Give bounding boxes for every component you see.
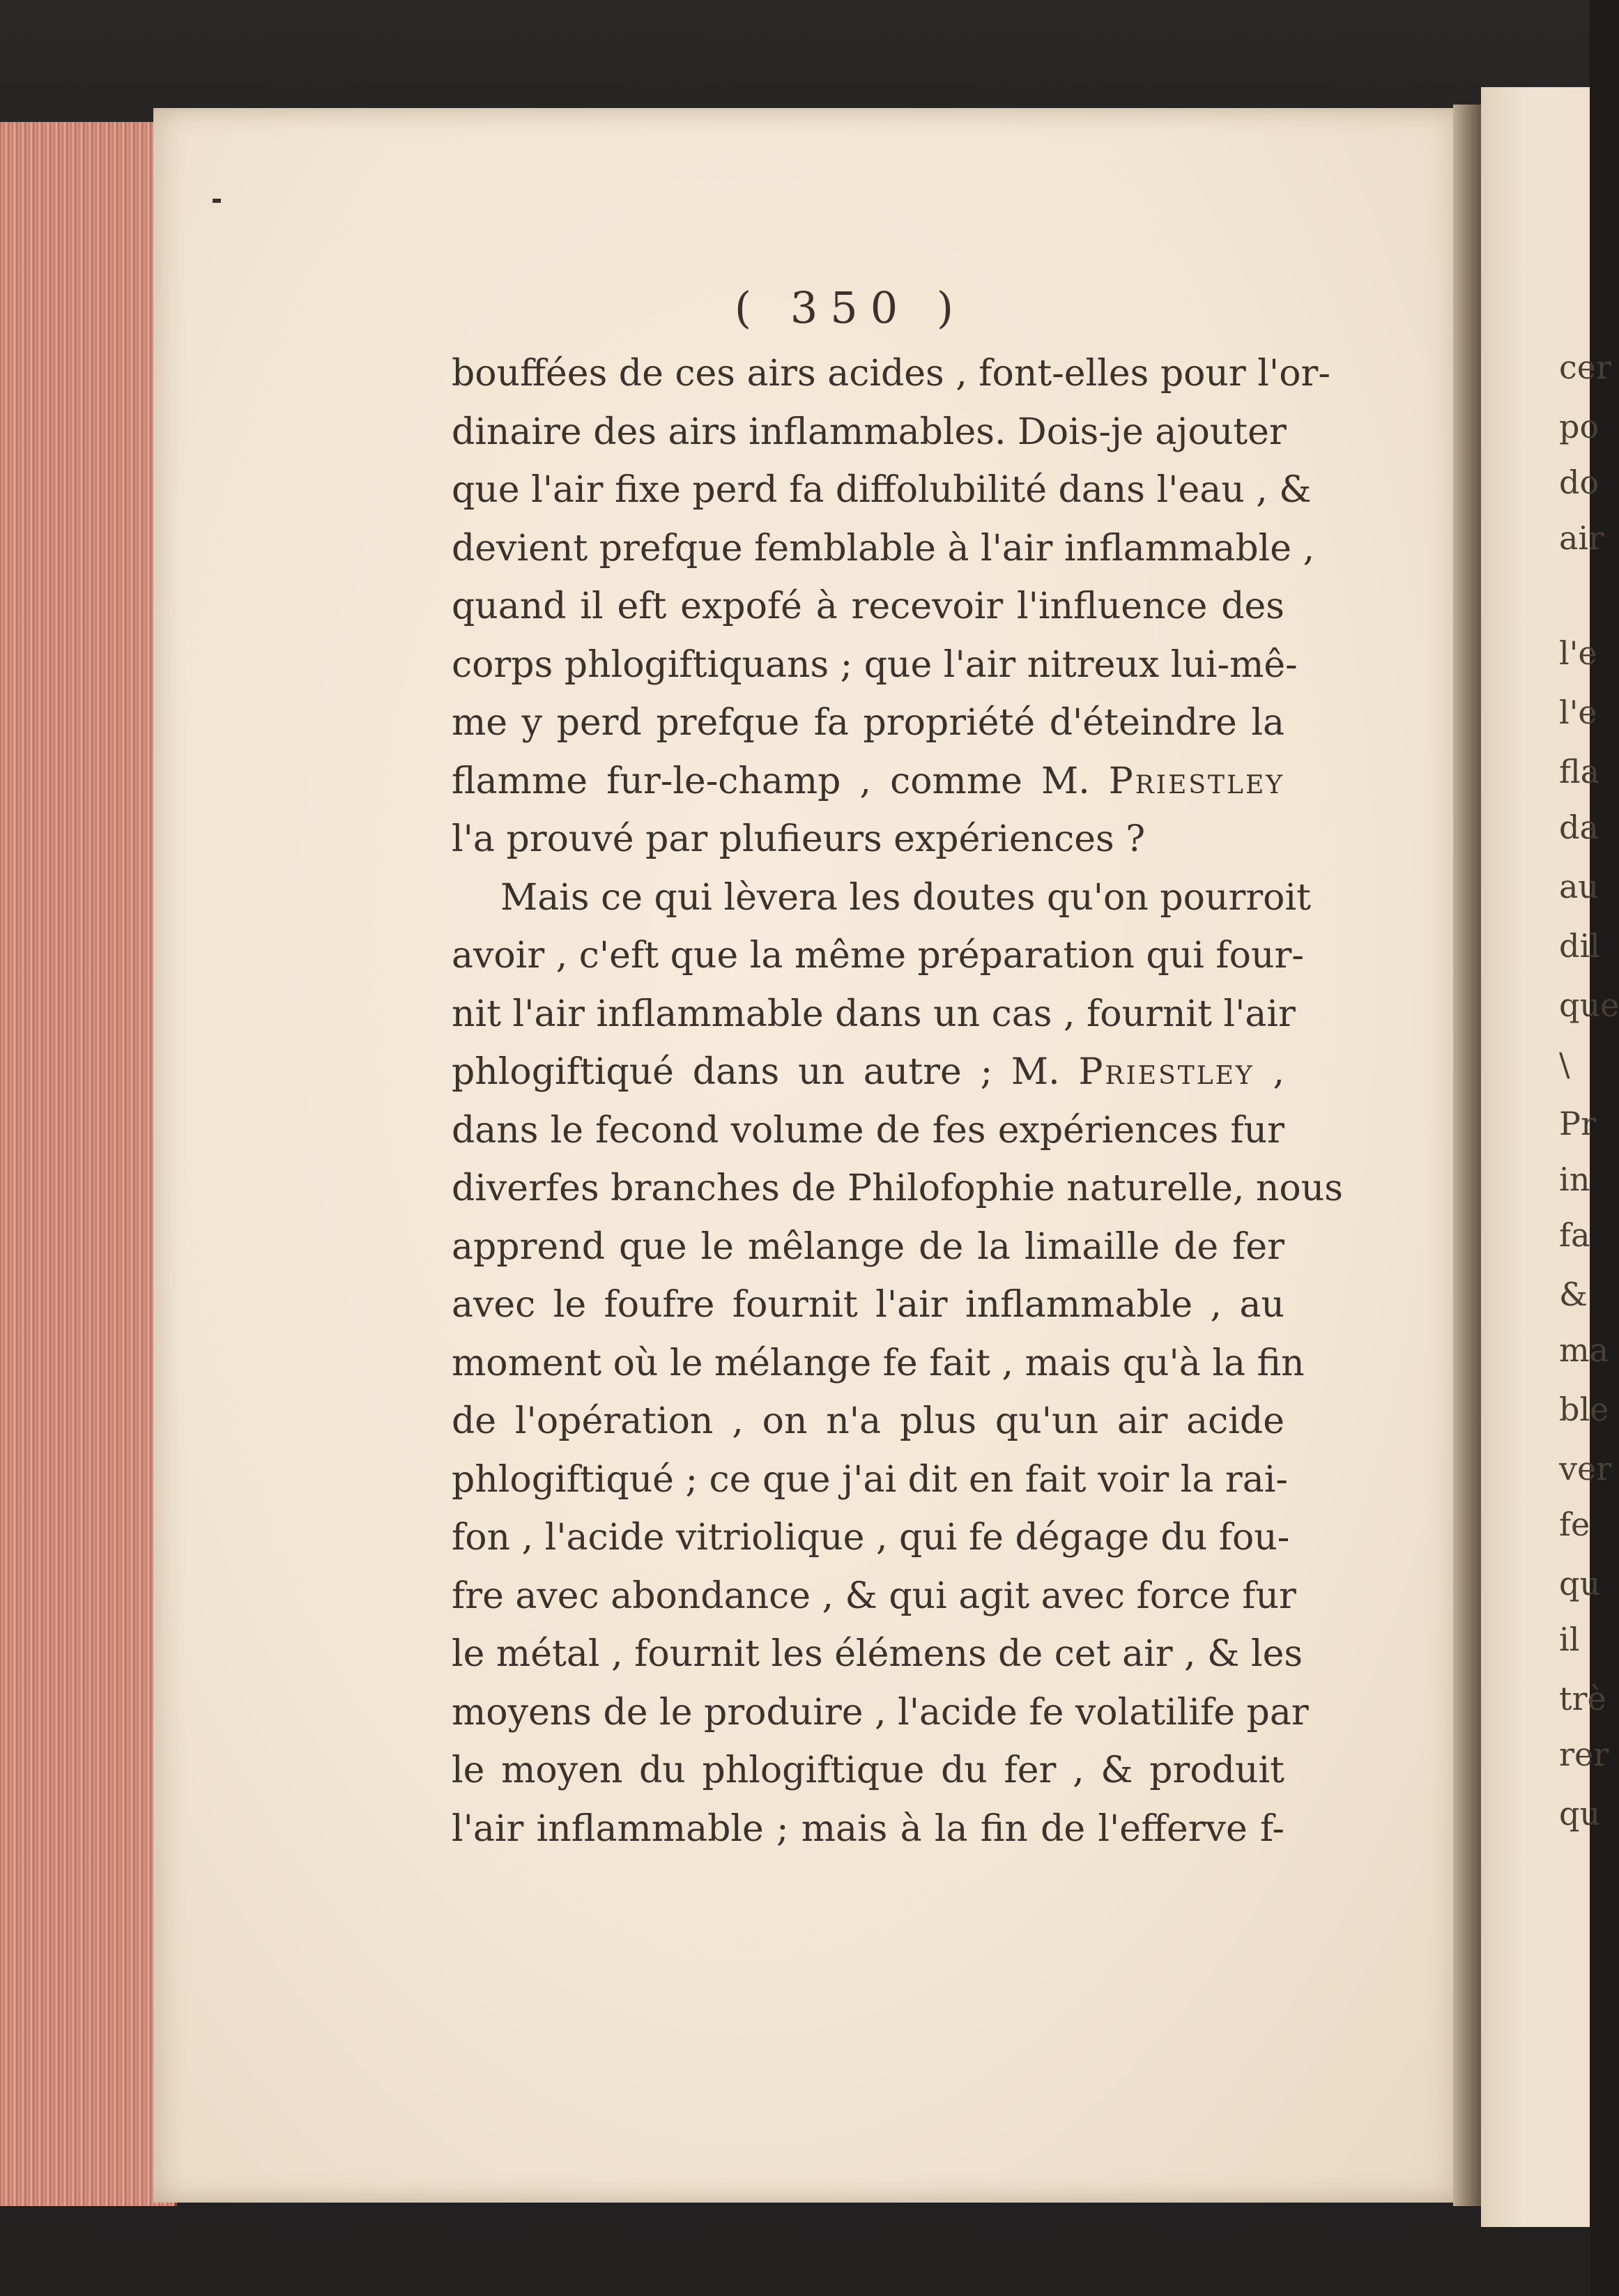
- text-line: [452, 1568, 1296, 1626]
- line-text: apprend que le mêlange de la limaille de fer: [452, 1225, 1284, 1268]
- text-line: [452, 869, 1312, 928]
- line-text: nit l'air inflammable dans un cas , fournit l'air: [452, 993, 1296, 1035]
- line-text: l'air inflammable ; mais à la fin de l'efferve f-: [452, 1807, 1284, 1850]
- text-line: [452, 986, 1296, 1044]
- line-text: dinaire des airs inflammables. Dois-je ajouter: [452, 411, 1287, 453]
- text-line: [452, 520, 1315, 579]
- ink-mark: [213, 199, 221, 203]
- text-line: [452, 1684, 1309, 1743]
- line-text: Mais ce qui lèvera les doutes qu'on pourroit: [500, 876, 1312, 919]
- line-text: flamme fur-le-champ , comme M.: [452, 760, 1109, 802]
- facing-page-fragment: l'e: [1559, 694, 1597, 731]
- line-text: bouffées de ces airs acides , font-elles pour l'or-: [452, 353, 1330, 395]
- text-line: [452, 1800, 1284, 1859]
- text-line: [452, 811, 1284, 869]
- facing-page-fragment: au: [1559, 868, 1599, 905]
- page-number: ( 350 ): [734, 282, 967, 333]
- text-line: [452, 694, 1284, 753]
- line-text: moyens de le produire , l'acide fe volatilife par: [452, 1691, 1309, 1734]
- facing-page-fragment: qu: [1559, 1565, 1601, 1602]
- text-line: [452, 1625, 1303, 1684]
- text-line: [452, 578, 1284, 636]
- facing-page-fragment: rer: [1559, 1736, 1609, 1773]
- facing-page-fragment: que: [1559, 986, 1619, 1024]
- facing-page-fragment: da: [1559, 809, 1599, 846]
- facing-page-fragment: \: [1559, 1046, 1570, 1083]
- line-text: avoir , c'eft que la même préparation qui four-: [452, 935, 1304, 977]
- text-line: [452, 753, 1284, 811]
- facing-page-fragment: il: [1559, 1621, 1580, 1658]
- text-line: [452, 1509, 1290, 1568]
- text-line: [452, 1393, 1284, 1451]
- author-name: Priestley: [1078, 1051, 1254, 1093]
- line-text: quand il eft expofé à recevoir l'influence des: [452, 586, 1284, 627]
- facing-page-fragment: Pr: [1559, 1105, 1596, 1142]
- line-text: avec le foufre fournit l'air inflammable , au: [452, 1284, 1284, 1326]
- facing-page-fragment: air: [1559, 519, 1604, 557]
- line-text: me y perd prefque fa propriété d'éteindre la: [452, 702, 1284, 744]
- text-line: [452, 345, 1330, 404]
- line-text: l'a prouvé par plufieurs expériences ?: [452, 818, 1146, 860]
- text-line: [452, 1218, 1284, 1277]
- facing-page-fragment: ver: [1559, 1450, 1612, 1487]
- line-text: fre avec abondance , & qui agit avec force fur: [452, 1575, 1296, 1617]
- text-line: [452, 1276, 1284, 1335]
- facing-page-fragment: cer: [1559, 349, 1611, 386]
- text-line: [452, 1451, 1288, 1510]
- facing-page-fragment: fla: [1559, 753, 1600, 790]
- text-block: [452, 345, 1343, 1858]
- facing-page-fragment: in: [1559, 1161, 1590, 1198]
- text-line: [452, 461, 1312, 520]
- line-text: devient prefque femblable à l'air inflammable ,: [452, 527, 1315, 569]
- text-line: [452, 927, 1304, 986]
- text-line: [452, 1742, 1284, 1800]
- facing-page-fragment: ble: [1559, 1391, 1609, 1428]
- facing-page-fragment: dil: [1559, 927, 1600, 965]
- line-text: que l'air fixe perd fa diffolubilité dans l'eau , &: [452, 469, 1312, 511]
- page-edges-left: [0, 122, 177, 2206]
- text-line: [452, 1160, 1343, 1218]
- text-line: [452, 1335, 1305, 1393]
- line-text: diverfes branches de Philofophie naturelle, nous: [452, 1168, 1343, 1209]
- line-text: le moyen du phlogiftique du fer , & produit: [452, 1750, 1284, 1791]
- line-text: moment où le mélange fe fait , mais qu'à la fin: [452, 1342, 1305, 1384]
- facing-page-fragment: fa: [1559, 1216, 1590, 1254]
- text-line: [452, 1043, 1284, 1102]
- line-text-after: ,: [1254, 1051, 1285, 1093]
- facing-page-fragment: do: [1559, 464, 1599, 501]
- text-line: [452, 636, 1298, 695]
- line-text: corps phlogiftiquans ; que l'air nitreux lui-mê-: [452, 643, 1298, 686]
- line-text: phlogiftiqué dans un autre ; M.: [452, 1051, 1079, 1093]
- facing-page-fragment: qu: [1559, 1795, 1601, 1832]
- author-name: Priestley: [1108, 760, 1284, 802]
- line-text: dans le fecond volume de fes expériences fur: [452, 1109, 1284, 1151]
- line-text: fon , l'acide vitriolique , qui fe dégage du fou-: [452, 1517, 1290, 1559]
- facing-page-fragment: po: [1559, 408, 1599, 445]
- line-text: phlogiftiqué ; ce que j'ai dit en fait voir la rai-: [452, 1458, 1288, 1501]
- facing-page-fragment: trè: [1559, 1680, 1606, 1717]
- facing-page-fragment: fe: [1559, 1506, 1590, 1543]
- text-line: [452, 404, 1287, 462]
- facing-page-fragment: &: [1559, 1276, 1588, 1313]
- line-text: le métal , fournit les élémens de cet air , & les: [452, 1633, 1303, 1675]
- facing-page-fragment: l'e: [1559, 634, 1597, 672]
- text-line: [452, 1102, 1284, 1161]
- facing-page-fragment: ma: [1559, 1331, 1609, 1369]
- book-gutter: [1453, 105, 1484, 2206]
- facing-page: [1481, 87, 1619, 2227]
- line-text: de l'opération , on n'a plus qu'un air acide: [452, 1400, 1284, 1442]
